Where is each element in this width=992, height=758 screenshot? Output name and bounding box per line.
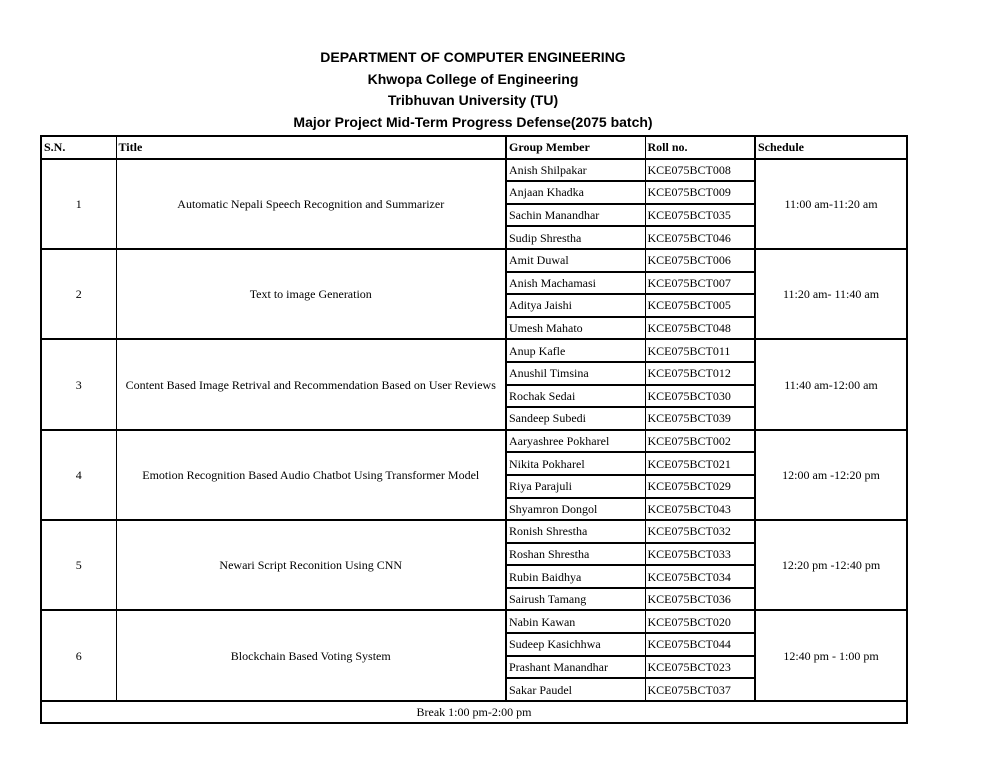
schedule-slot: 12:20 pm -12:40 pm [755, 520, 907, 610]
group-sn: 1 [41, 159, 116, 249]
roll-no: KCE075BCT007 [645, 272, 755, 295]
roll-no: KCE075BCT023 [645, 656, 755, 679]
event-heading: Major Project Mid-Term Progress Defense(2075 batch) [293, 114, 653, 130]
group-member-name: Anish Shilpakar [506, 159, 645, 182]
schedule-slot: 11:20 am- 11:40 am [755, 249, 907, 339]
group-member-name: Sudeep Kasichhwa [506, 633, 645, 656]
group-member-name: Anjaan Khadka [506, 181, 645, 204]
group-member-name: Anup Kafle [506, 339, 645, 362]
roll-no: KCE075BCT020 [645, 610, 755, 633]
roll-no: KCE075BCT039 [645, 407, 755, 430]
table-row [41, 249, 907, 272]
group-member-name: Aaryashree Pokharel [506, 430, 645, 453]
roll-no: KCE075BCT011 [645, 339, 755, 362]
university-heading: Tribhuvan University (TU) [387, 92, 559, 108]
roll-no: KCE075BCT032 [645, 520, 755, 543]
schedule-table [40, 135, 908, 724]
project-title: Emotion Recognition Based Audio Chatbot Using Transformer Model [116, 430, 506, 520]
project-title: Automatic Nepali Speech Recognition and Summarizer [116, 159, 506, 249]
group-member-name: Sandeep Subedi [506, 407, 645, 430]
roll-no: KCE075BCT033 [645, 543, 755, 566]
schedule-slot: 11:00 am-11:20 am [755, 159, 907, 249]
schedule-slot: 12:00 am -12:20 pm [755, 430, 907, 520]
roll-no: KCE075BCT005 [645, 294, 755, 317]
roll-no: KCE075BCT012 [645, 362, 755, 385]
roll-no: KCE075BCT035 [645, 204, 755, 227]
group-member-name: Umesh Mahato [506, 317, 645, 340]
table-row [41, 430, 907, 453]
roll-no: KCE075BCT008 [645, 159, 755, 182]
group-member-name: Ronish Shrestha [506, 520, 645, 543]
project-title: Text to image Generation [116, 249, 506, 339]
table-row [41, 610, 907, 633]
group-member-name: Rochak Sedai [506, 385, 645, 408]
column-header-title: Title [116, 136, 506, 159]
group-sn: 6 [41, 610, 116, 700]
department-heading: DEPARTMENT OF COMPUTER ENGINEERING [320, 49, 626, 65]
schedule-slot: 11:40 am-12:00 am [755, 339, 907, 429]
schedule-slot: 12:40 pm - 1:00 pm [755, 610, 907, 700]
college-heading: Khwopa College of Engineering [367, 71, 579, 87]
group-member-name: Anish Machamasi [506, 272, 645, 295]
roll-no: KCE075BCT002 [645, 430, 755, 453]
group-sn: 2 [41, 249, 116, 339]
group-member-name: Roshan Shrestha [506, 543, 645, 566]
group-member-name: Riya Parajuli [506, 475, 645, 498]
roll-no: KCE075BCT043 [645, 498, 755, 521]
table-row [41, 520, 907, 543]
table-row [41, 339, 907, 362]
table-header-row [41, 136, 907, 159]
roll-no: KCE075BCT030 [645, 385, 755, 408]
column-header-schedule: Schedule [755, 136, 907, 159]
table-body [41, 159, 907, 724]
group-member-name: Sakar Paudel [506, 678, 645, 701]
break-row [41, 701, 907, 724]
project-title: Content Based Image Retrival and Recommendation Based on User Reviews [116, 339, 506, 429]
group-member-name: Aditya Jaishi [506, 294, 645, 317]
group-member-name: Nikita Pokharel [506, 452, 645, 475]
roll-no: KCE075BCT048 [645, 317, 755, 340]
column-header-roll-no: Roll no. [645, 136, 755, 159]
group-sn: 3 [41, 339, 116, 429]
roll-no: KCE075BCT029 [645, 475, 755, 498]
group-sn: 4 [41, 430, 116, 520]
group-member-name: Nabin Kawan [506, 610, 645, 633]
group-sn: 5 [41, 520, 116, 610]
roll-no: KCE075BCT021 [645, 452, 755, 475]
group-member-name: Sachin Manandhar [506, 204, 645, 227]
column-header-sn: S.N. [41, 136, 116, 159]
group-member-name: Prashant Manandhar [506, 656, 645, 679]
group-member-name: Anushil Timsina [506, 362, 645, 385]
roll-no: KCE075BCT006 [645, 249, 755, 272]
group-member-name: Amit Duwal [506, 249, 645, 272]
group-member-name: Rubin Baidhya [506, 565, 645, 588]
project-title: Blockchain Based Voting System [116, 610, 506, 700]
table-row [41, 159, 907, 182]
column-header-group-member: Group Member [506, 136, 645, 159]
project-title: Newari Script Reconition Using CNN [116, 520, 506, 610]
group-member-name: Sudip Shrestha [506, 226, 645, 249]
roll-no: KCE075BCT044 [645, 633, 755, 656]
roll-no: KCE075BCT034 [645, 565, 755, 588]
break-text: Break 1:00 pm-2:00 pm [41, 701, 907, 724]
roll-no: KCE075BCT037 [645, 678, 755, 701]
roll-no: KCE075BCT046 [645, 226, 755, 249]
roll-no: KCE075BCT009 [645, 181, 755, 204]
group-member-name: Shyamron Dongol [506, 498, 645, 521]
roll-no: KCE075BCT036 [645, 588, 755, 611]
group-member-name: Sairush Tamang [506, 588, 645, 611]
